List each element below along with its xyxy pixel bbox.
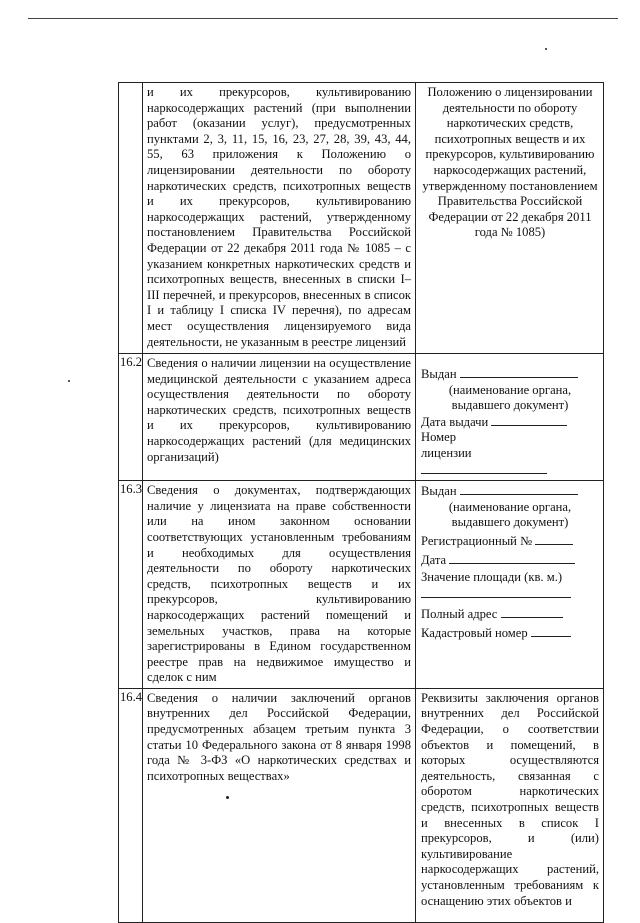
scan-speck (68, 380, 70, 382)
row-number: 16.2 (119, 354, 143, 481)
table-row (119, 83, 604, 354)
reg-number-label: Регистрационный № (421, 533, 533, 548)
license-number-field[interactable] (421, 462, 547, 474)
date-field[interactable] (449, 552, 575, 564)
date-label: Дата (421, 552, 447, 567)
number-label: Номер (421, 430, 457, 445)
issued-field[interactable] (460, 366, 578, 378)
page-top-rule (28, 18, 618, 19)
license-label: лицензии (421, 445, 472, 460)
row-number (119, 83, 143, 354)
row-number: 16.4 (119, 688, 143, 922)
row-description: Сведения о наличии заключений органов внутренних дел Российской Федерации, предусмотренных абзацем третьим пункта 3 статьи 10 Федерального закона от 8 января 1998 года № 3-ФЗ «О наркотических средствах и психотропных веществах» (143, 688, 416, 922)
issued-label: Выдан (421, 484, 457, 499)
issued-field[interactable] (460, 483, 578, 495)
requirements-table (118, 82, 604, 923)
area-label: Значение площади (кв. м.) (421, 570, 563, 585)
row-description: Сведения о документах, подтверждающих наличие у лицензиата на праве собственности или на ином законном основании соответствующих установленным требованиям и необходимых для осуществления деятельности по обороту наркотических средств, психотропных веществ и их прекурсоров, культивированию наркосодержащих растений помещений и земельных участков, права на которые зарегистрированы в Едином государственном реестре прав на недвижимое имущество и сделок с ним (143, 481, 416, 689)
issue-date-field[interactable] (491, 414, 567, 426)
table-row (119, 688, 604, 922)
cadastral-label: Кадастровый номер (421, 625, 528, 640)
table-row (119, 354, 604, 481)
row-number: 16.3 (119, 481, 143, 689)
issue-date-label: Дата выдачи (421, 414, 489, 429)
row-details: Положению о лицензировании деятельности по обороту наркотических средств, психотропных веществ и их прекурсоров, культивированию наркосодержащих растений, утвержденному постановлением Правительства Российской Федерации от 22 декабря 2011 года № 1085) (416, 83, 604, 354)
issued-note: (наименование органа, выдавшего документ) (448, 382, 572, 413)
row-details (416, 481, 604, 689)
row-description: Сведения о наличии лицензии на осуществление медицинской деятельности с указанием адреса осуществления деятельности по обороту наркотических средств, психотропных веществ и их прекурсоров, культивированию наркосодержащих растений (для медицинских организаций) (143, 354, 416, 481)
address-field[interactable] (501, 606, 563, 618)
address-label: Полный адрес (421, 607, 498, 622)
row-details: Реквизиты заключения органов внутренних дел Российской Федерации, о соответствии объектов и помещений, в которых осуществляются деятельность, связанная с оборотом наркотических средств, психотропных веществ и внесенных в список I прекурсоров, и (или) культивирование наркосодержащих растений, установленным требованиям к оснащению этих объектов и (416, 688, 604, 922)
reg-number-field[interactable] (535, 533, 573, 545)
issued-note: (наименование органа, выдавшего документ) (448, 499, 572, 530)
issued-label: Выдан (421, 367, 457, 381)
cadastral-field[interactable] (531, 625, 571, 637)
table-row (119, 481, 604, 689)
row-description: и их прекурсоров, культивированию наркосодержащих растений (при выполнении работ (оказании услуг), предусмотренных пунктами 2, 3, 11, 15, 16, 23, 27, 28, 39, 43, 44, 55, 63 приложения к Положению о лицензировании деятельности по обороту наркотических средств, психотропных веществ и их прекурсоров, культивированию наркосодержащих растений, утвержденному постановлением Правительства Российской Федерации от 22 декабря 2011 года № 1085 – с указанием конкретных наркотических средств и психотропных веществ, внесенных в списки I–III перечней, и прекурсоров, внесенных в список I и таблицу I списка IV перечня), по адресам мест осуществления лицензируемого вида деятельности, не указанным в реестре лицензий (143, 83, 416, 354)
area-field[interactable] (421, 586, 571, 598)
row-details (416, 354, 604, 481)
scan-speck (545, 48, 547, 50)
